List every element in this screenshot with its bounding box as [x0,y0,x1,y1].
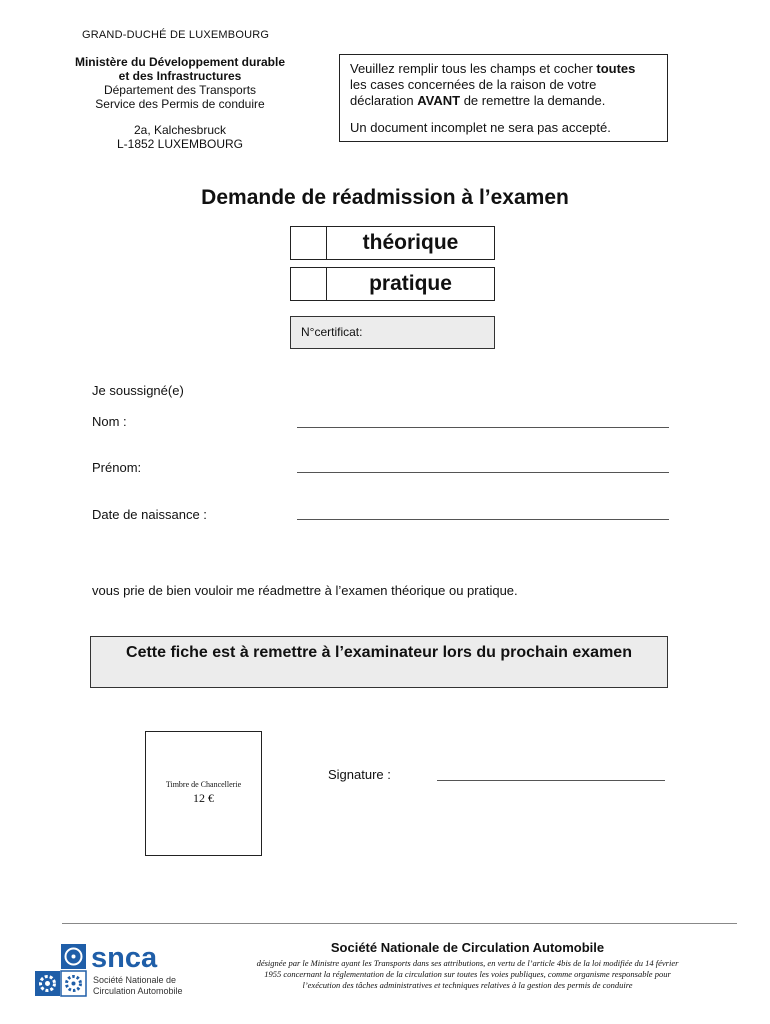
signature-input-line[interactable] [437,780,665,781]
theorique-label: théorique [362,231,459,254]
notice-line3-end: de remettre la demande. [460,93,606,108]
notice-emphasis-toutes: toutes [596,61,636,76]
organization-description [205,958,730,991]
address-line1: 2a, Kalchesbruck [133,123,227,137]
theorique-checkbox[interactable] [291,227,327,259]
submission-banner [90,636,668,688]
instructions-notice [339,54,668,142]
country-header: GRAND-DUCHÉ DE LUXEMBOURG [82,29,270,41]
notice-emphasis-avant: AVANT [417,93,461,108]
snca-logo [33,943,198,998]
certificate-number-field[interactable] [290,316,495,349]
prenom-label: Prénom: [92,460,142,475]
birthdate-label: Date de naissance : [92,507,207,522]
footer-divider [62,923,737,924]
address-block [60,123,300,151]
option-pratique [290,267,495,301]
address-line2: L-1852 LUXEMBOURG [116,137,244,151]
nom-input-line[interactable] [297,427,669,428]
description-line3: l’exécution des tâches administratives et techniques relatives à la gestion des permis de conduire [302,980,633,990]
ministry-block [60,55,300,111]
request-text: vous prie de bien vouloir me réadmettre à l’examen théorique ou pratique. [92,583,518,598]
stamp-amount: 12 € [193,791,214,805]
logo-subtitle-line2: Circulation Automobile [93,986,183,996]
option-theorique [290,226,495,260]
pratique-checkbox[interactable] [291,268,327,300]
stamp-box [145,731,262,856]
birthdate-input-line[interactable] [297,519,669,520]
nom-label: Nom : [92,414,127,429]
notice-line3: déclaration [350,93,418,108]
logo-subtitle-line1: Société Nationale de [93,975,177,985]
form-title: Demande de réadmission à l’examen [201,186,569,209]
pratique-label: pratique [369,272,452,295]
stamp-label: Timbre de Chancellerie [165,780,242,789]
certificate-label: N°certificat: [301,325,363,339]
ministry-name-line1: Ministère du Développement durable [74,55,286,69]
department-name: Département des Transports [103,83,257,97]
description-line1: désignée par le Ministre ayant les Transports dans ses attributions, en vertu de l’article 4bis de la loi modifiée du 14 février [256,958,679,968]
logo-wordmark: snca [91,943,158,974]
notice-line2: les cases concernées de la raison de votre [350,77,597,92]
organization-name: Société Nationale de Circulation Automobile [330,940,605,955]
service-name: Service des Permis de conduire [95,97,265,111]
banner-text: Cette fiche est à remettre à l’examinateur lors du prochain examen [126,644,632,661]
description-line2: 1955 concernant la réglementation de la circulation sur toutes les voies publiques, comme organisme responsable pour [264,969,671,979]
notice-line1: Veuillez remplir tous les champs et cocher [350,61,597,76]
prenom-input-line[interactable] [297,472,669,473]
intro-text: Je soussigné(e) [92,383,184,398]
notice-incomplete-warning: Un document incomplet ne sera pas accepté. [350,120,611,135]
ministry-name-line2: et des Infrastructures [118,69,242,83]
signature-label: Signature : [328,767,391,782]
